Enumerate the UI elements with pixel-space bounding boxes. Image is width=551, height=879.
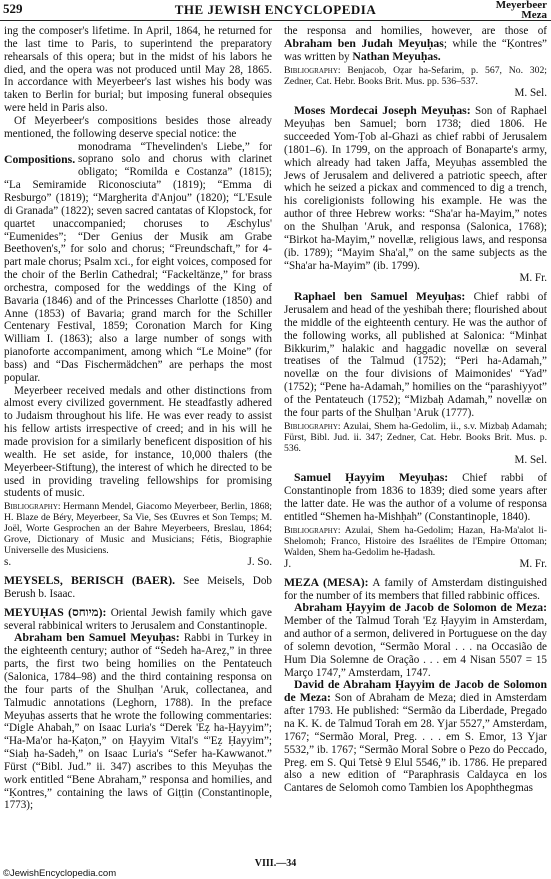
entry-meysels <box>4 575 272 601</box>
bibliography-meyerbeer <box>4 501 272 556</box>
signature-left: s. <box>4 556 12 569</box>
entry-abraham-hayyim <box>284 602 547 679</box>
volume-signature: VIII.—34 <box>254 858 297 869</box>
entry-heading: Moses Mordecai Joseph Meyuḥas: <box>294 104 471 118</box>
entry-text: Member of the Talmud Torah 'Eẓ Ḥayyim in Amsterdam, and author of a sermon, delivered in Portuguese on the day of solemn devotion, “Sermão Moral . . . na Occasião de Hum Dia Solemne de Oração . . . em 4 Nisan 5507 = 15 Março 1747,” Amsterdam, 1747. <box>284 615 547 679</box>
entry-text: Chief rabbi of Jerusalem and head of the yeshibah there; flourished about the middle of the eighteenth century. He was the author of the following works, all published at Salonica: “Minḥat Bikkurim,” halakic and haggadic novellæ on several treatises of the Talmud (1752); “Peri ha-Adamah,” novellæ on the four divisions of Maimonides' “Yad” (1752); “Pene ha-Adamah,” homilies on the “parashiyyot” of the Pentateuch (1752); “Mizbaḥ Adamah,” novellæ on the four parts of the Shulḥan 'Aruk (1777). <box>284 291 547 419</box>
left-column <box>4 25 272 812</box>
entry-heading: MEYUḤAS (מיוחס): <box>4 605 107 619</box>
running-header <box>0 0 551 21</box>
bibliography-text: Azulai, Shem ha-Gedolim; Hazan, Ha-Ma'alot li-Shelomoh; Franco, Histoire des Israélites de l'Empire Ottoman; Walden, Shem ha-Gedolim he-Ḥadash. <box>284 524 547 558</box>
paragraph-continuation: ing the composer's lifetime. In April, 1864, he returned for the last time to Paris, to superintend the preparatory rehearsals of this opera; but in the midst of his labors he died, and the opera was not produced until May 28, 1865. In accordance with Meyerbeer's last wishes his body was taken to Berlin for burial; but imposing funeral obsequies were held in Paris also. <box>4 25 272 115</box>
right-column <box>284 25 547 795</box>
entry-heading: MEYSELS, BERISCH (BAER). <box>4 574 176 588</box>
entry-abraham-ben-samuel <box>4 632 272 812</box>
source-credit: ©JewishEncyclopedia.com <box>3 868 117 879</box>
compositions-sidehead: Compositions. <box>4 152 76 166</box>
bibliography-label: Bibliography: <box>284 64 341 76</box>
signature-line <box>4 556 272 569</box>
bibliography-label: Bibliography: <box>284 524 341 536</box>
bibliography-samuel <box>284 525 547 558</box>
running-title: THE JEWISH ENCYCLOPEDIA <box>174 2 377 17</box>
entry-heading: Abraham Ḥayyim de Jacob de Solomon de Meza: <box>294 601 547 615</box>
entry-raphael <box>284 291 547 419</box>
entry-heading: David de Abraham Ḥayyim de Jacob de Solomon de Meza: <box>284 678 547 705</box>
entry-text: Son of Raphael Meyuḥas ben Samuel; born 1738; died 1806. He succeeded Yom-Ṭob al-Ghazi as chief rabbi of Jerusalem (1801–6). In 1799, on the approach of Bonaparte's army, which already had taken Jaffa, Meyuḥas assembled the Jews of Jerusalem and delivered a patriotic speech, after which he seized a pickax and commenced to dig a trench, his coreligionists following his example. He was the author of three Hebrew works: “Sha'ar ha-Mayim,” notes on the Shulḥan 'Aruk, and responsa (Salonica, 1768); “Birkot ha-Mayim,” novellæ, religious laws, and responsa (ib. 1789); “Mayim Sha'al,” on the same subjects as the “Sha'ar ha-Mayim” (ib. 1799). <box>284 105 547 272</box>
name-bold: Abraham ben Judah Meyuḥas <box>284 36 444 50</box>
entry-meyuhas <box>4 607 272 633</box>
entry-heading: MEZA (MESA): <box>284 575 369 589</box>
entry-heading: Abraham ben Samuel Meyuḥas: <box>14 631 180 645</box>
signature-right: M. Fr. <box>519 557 547 570</box>
bibliography-abraham <box>284 65 547 87</box>
entry-heading: Raphael ben Samuel Meyuḥas: <box>294 290 466 304</box>
entry-text: Oriental Jewish family which gave several rabbinical writers to Jerusalem and Constantinople. <box>4 606 272 632</box>
entry-text: Rabbi in Turkey in the eighteenth century; author of “Sedeh ha-Areẓ,” in three parts, the first two being homilies on the Pentateuch (Salonica, 1784–98) and the third containing responsa on the four parts of the Shulḥan 'Aruk, collectanea, and Talmudic annotations (Leghorn, 1788). In the preface Meyuḥas asserts that he wrote the following commentaries: “Digle Ahabah,” on Isaac Luria's “Derek 'Eẓ ha-Ḥayyim”; “Ha-Ma'or ha-Ḳaṭon,” on Ḥayyim Vital's “'Eẓ Ḥayyim”; “Siaḥ ha-Sadeh,” on Isaac Luria's “Sefer ha-Kawwanot.” Fürst (“Bibl. Jud.” ii. 347) ascribes to this Meyuḥas the work entitled “Bene Abraham,” responsa and homilies, and “Ḳontres,” containing the laws of Giṭṭin (Constantinople, 1773); <box>4 632 272 812</box>
keyword-last: Meza <box>521 9 547 21</box>
compositions-block <box>4 141 272 385</box>
entry-text: See Meisels, Dob Berush b. Isaac. <box>4 575 272 600</box>
entry-moses-mordecai <box>284 105 547 272</box>
entry-samuel-hayyim <box>284 472 547 523</box>
entry-heading: Samuel Ḥayyim Meyuḥas: <box>294 471 449 485</box>
bibliography-label: Bibliography: <box>284 420 341 432</box>
bibliography-raphael <box>284 421 547 454</box>
signature-line: M. Sel. <box>514 86 547 99</box>
signature-line <box>284 558 547 571</box>
bibliography-text: Hermann Mendel, Giacomo Meyerbeer, Berlin, 1868; H. Blaze de Béry, Meyerbeer, Sa Vie, Ses Œuvres et Son Temps; M. Joël, Worte Gesprochen an der Bahre Meyerbeers, Breslau, 1864; Grove, Dictionary of Music and Musicians; Fétis, Biographie Universelle des Musiciens. <box>4 501 273 557</box>
signature-right: J. So. <box>247 556 272 569</box>
running-keywords <box>496 0 547 20</box>
text-run: ; while the “Ḳontres” was written by <box>284 37 547 63</box>
compositions-text: monodrama “Thevelinden's Liebe,” for soprano solo and chorus with clarinet obligato; “Romilda e Costanza” (1815); “La Semiramide Riconosciuta” (1819); “Emma di Resburgo” (1819); “Margherita d'Anjou” (1820); “L'Esule di Granada” (1822); seven sacred cantatas of Klopstock, for quartet unaccompanied; choruses to Æschylus' “Eumenides”; “Der Genius der Musik am Grabe Beethoven's,” for solo and chorus; “Freundschaft,” for 4-part male chorus; Psalm xci., for eight voices, composed for the choir of the Berlin Cathedral; “Fackeltänze,” for brass orchestra, composed for the weddings of the King of Bavaria (1846) and of the Princesses Charlotte (1850) and Anne (1853) of Bavaria; grand march for the Schiller Centenary Festival, 1859; Coronation March for King William I. (1863); also a large number of songs with pianoforte accompaniment, among which “Le Moine” (for bass) and “Das Fischermädchen” are perhaps the most popular. <box>4 140 272 384</box>
keyword-first: Meyerbeer <box>495 0 547 11</box>
signature-left: J. <box>284 557 292 570</box>
signature-line: M. Sel. <box>514 453 547 466</box>
bibliography-text: Azulai, Shem ha-Gedolim, ii., s.v. Mizbaḥ Adamah; Fürst, Bibl. Jud. ii. 347; Zedner, Cat. Hebr. Books Brit. Mus. p. 536. <box>284 420 548 454</box>
paragraph-continuation <box>284 25 547 64</box>
entry-text: Son of Abraham de Meza; died in Amsterdam after 1793. He published: “Sermão da Liberdade, Pregado na K. K. de Talmud Torah em 28. Yjar 5527,” Amsterdam, 1767; “Sermão Moral, Preg. . . . em S. Emor, 13 Yjar 5532,” ib. 1767; “Sermão Moral Sobre o Pezo do Peccado, Preg. em S. Qui Tetsè 9 Elul 5546,” ib. 1786. He prepared also a new edition of “Paraphrasis Caldayca en los Cantares de Selomoh como Tambien los Apophthegmas <box>284 692 547 795</box>
entry-text: Chief rabbi of Constantinople from 1836 to 1839; died some years after the latter date. He was the author of a volume of responsa entitled “Shemen ha-Mishḥah” (Constantinople, 1840). <box>284 472 547 523</box>
paragraph-compositions-lead: Of Meyerbeer's compositions besides those already mentioned, the following deserve special notice: the <box>4 114 272 140</box>
bibliography-text: Benjacob, Oẓar ha-Sefarim, p. 567, No. 302; Zedner, Cat. Hebr. Books Brit. Mus. pp. 536–537. <box>284 64 547 87</box>
page-number: 529 <box>3 1 23 16</box>
signature-line: M. Fr. <box>519 272 547 285</box>
paragraph-distinctions: Meyerbeer received medals and other distinctions from almost every civilized government. He steadfastly adhered to Judaism throughout his life. He was ever ready to assist his fellow artists irrespective of creed; and in his will he made provision for a similarly beneficent disposition of his wealth. He set aside, for instance, 10,000 thalers (the Meyerbeer-Stiftung), the interest of which he directed to be used in providing traveling fellowships for promising students of music. <box>4 384 272 500</box>
entry-david <box>284 679 547 795</box>
name-bold: Nathan Meyuḥas. <box>352 49 441 63</box>
text-run: the responsa and homilies, however, are those of <box>284 25 547 37</box>
bibliography-label: Bibliography: <box>4 501 61 513</box>
entry-meza <box>284 577 547 603</box>
entry-text: A family of Amsterdam distinguished for the number of its members that filled rabbinic offices. <box>284 576 547 602</box>
